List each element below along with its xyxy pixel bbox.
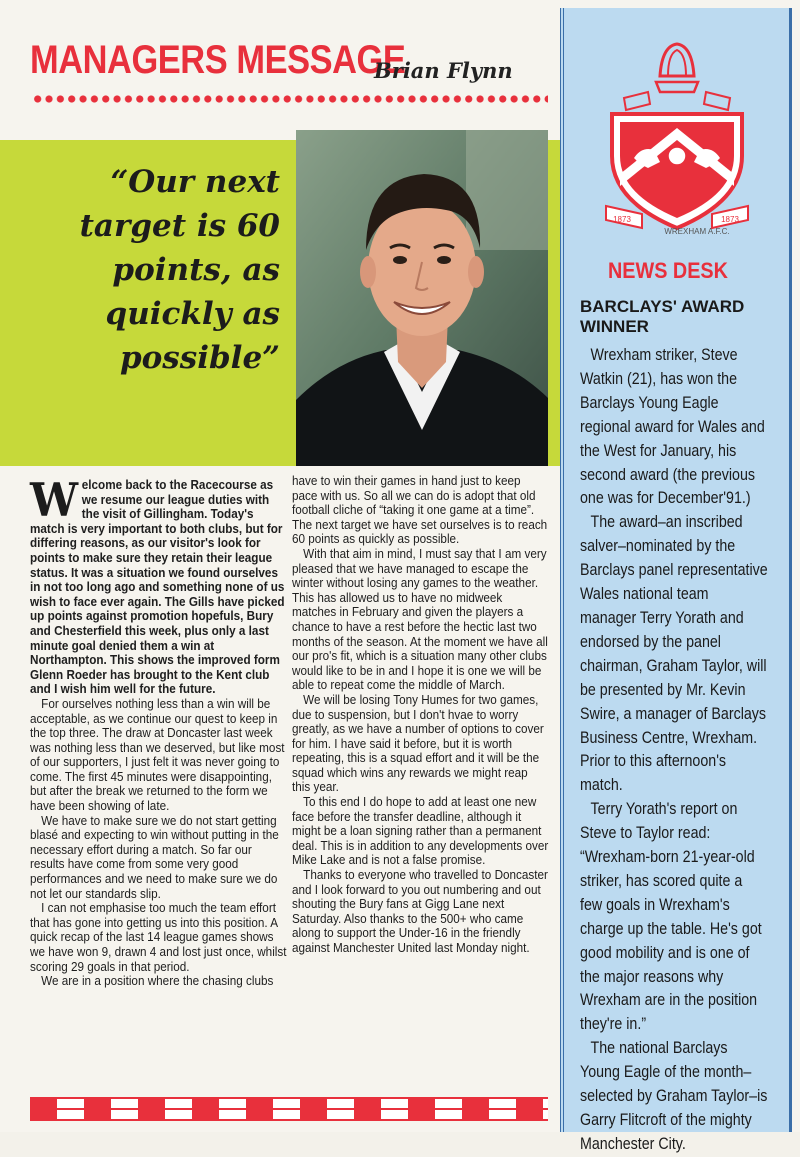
news-desk-sidebar xyxy=(560,8,792,1153)
news-body xyxy=(580,344,768,1157)
article-lead xyxy=(30,473,289,697)
article-paragraph: Thanks to everyone who travelled to Doncaster and I look forward to you out numbering and out shouting the Bury fans at Gigg Lane next Saturday. Also thanks to the 500+ who came along to support the Under-16 in the friendly against Manchester United last Monday night. xyxy=(292,868,548,955)
article-paragraph: We will be losing Tony Humes for two games, due to suspension, but I don't hvae to worry greatly, as we have a number of options to cover for him. I have said it before, but it is worth repeating, this is a squad effort and it will be the squad which wins any rewards we might reap this year. xyxy=(292,692,544,795)
news-paragraph: The award–an inscribed salver–nominated by the Barclays panel representative Wales national team manager Terry Yorath and endorsed by the panel chairman, Graham Taylor, will be presented by Mr. Kevin Swire, a manager of Barclays Business Centre, Wrexham. Prior to this afternoon's match. xyxy=(580,513,768,795)
author-name: Brian Flynn xyxy=(374,58,513,83)
news-paragraph: Wrexham striker, Steve Watkin (21), has won the Barclays Young Eagle regional award for Wales and the West for January, his second award (the previous one was for December'91.) xyxy=(580,346,765,508)
news-paragraph: The national Barclays Young Eagle of the month–selected by Graham Taylor–is Garry Flitcroft of the mighty Manchester City. xyxy=(580,1039,768,1153)
lead-text: elcome back to the Racecourse as we resume our league duties with the visit of Gillingham. Today's match is very important to both clubs, but for differing reasons, as our visitor's look for points to make sure they retain their league status. It was a situation we found ourselves in not too long ago and something none of us wish to face ever again. The Gills have picked up points against promotion hopefuls, Bury and Chesterfield this week, plus only a last minute goal denied them a win at Northampton. This shows the improved form Glenn Roeder has brought to the Kent club and I wish him well for the future. xyxy=(30,478,285,697)
news-desk-title: NEWS DESK xyxy=(608,258,728,283)
dotted-divider xyxy=(32,93,548,105)
crest-year-right: 1873 xyxy=(721,215,739,224)
article-column-1 xyxy=(30,473,289,989)
page-title: MANAGERS MESSAGE xyxy=(30,38,406,82)
article-paragraph: For ourselves nothing less than a win will be acceptable, as we continue our quest to keep in the top three. The draw at Doncaster last week was nothing less than we deserved, but like most of our supporters, I just felt it was never going to come. The first 45 minutes were disappointing, but after the break we returned to the form we have been showing of late. xyxy=(30,696,285,814)
drop-cap: W xyxy=(30,473,79,527)
article-paragraph: To this end I do hope to add at least one new face before the transfer deadline, although it might be a loan signing rather than a permanent deal. This is in addition to any developments over Mike Lake and is not a false promise. xyxy=(292,795,549,868)
article-paragraph: We are in a position where the chasing clubs xyxy=(41,974,274,989)
manager-photo xyxy=(296,130,548,466)
checker-strip xyxy=(30,1097,548,1121)
article-column-2 xyxy=(292,474,549,956)
article-paragraph: We have to make sure we do not start getting blasé and expecting to win without putting in the necessary effort during a match. So far our results have come from some very good performances and we need to make sure we do not let our standards slip. xyxy=(30,813,279,901)
page-edge xyxy=(792,0,800,1132)
crest-year-left: 1873 xyxy=(613,215,631,224)
article-paragraph: I can not emphasise too much the team effort that has gone into getting us into this position. A quick recap of the last 14 league games shows we have won 9, drawn 4 and lost just once, whilst scoring 29 goals in that period. xyxy=(30,901,287,974)
club-crest-icon xyxy=(602,36,752,236)
news-paragraph: Terry Yorath's report on Steve to Taylor read: “Wrexham-born 21-year-old striker, has scored quite a few goals in Wrexham's charge up the table. He's got good mobility and is one of the major reasons why Wrexham are in the position they're in.” xyxy=(580,800,762,1034)
crest-club-name: WREXHAM A.F.C. xyxy=(664,227,730,236)
article-paragraph: With that aim in mind, I must say that I am very pleased that we have managed to escape the winter without losing any games to the weather. This has allowed us to have no midweek matches in February and given the players a chance to have a rest before the hectic last two months of the season. At the moment we have all our pro's fit, which is a situation many other clubs would like to be in and I hope it is one we will be able to repeat come the middle of March. xyxy=(292,546,548,693)
article-paragraph: have to win their games in hand just to keep pace with us. So all we can do is adopt that old football cliche of “taking it one game at a time”. The next target we have set ourselves is to reach 60 points as quickly as possible. xyxy=(292,474,548,547)
news-headline: BARCLAYS' AWARD WINNER xyxy=(580,297,745,336)
pull-quote: “Our next target is 60 points, as quickly as possible” xyxy=(79,164,280,376)
